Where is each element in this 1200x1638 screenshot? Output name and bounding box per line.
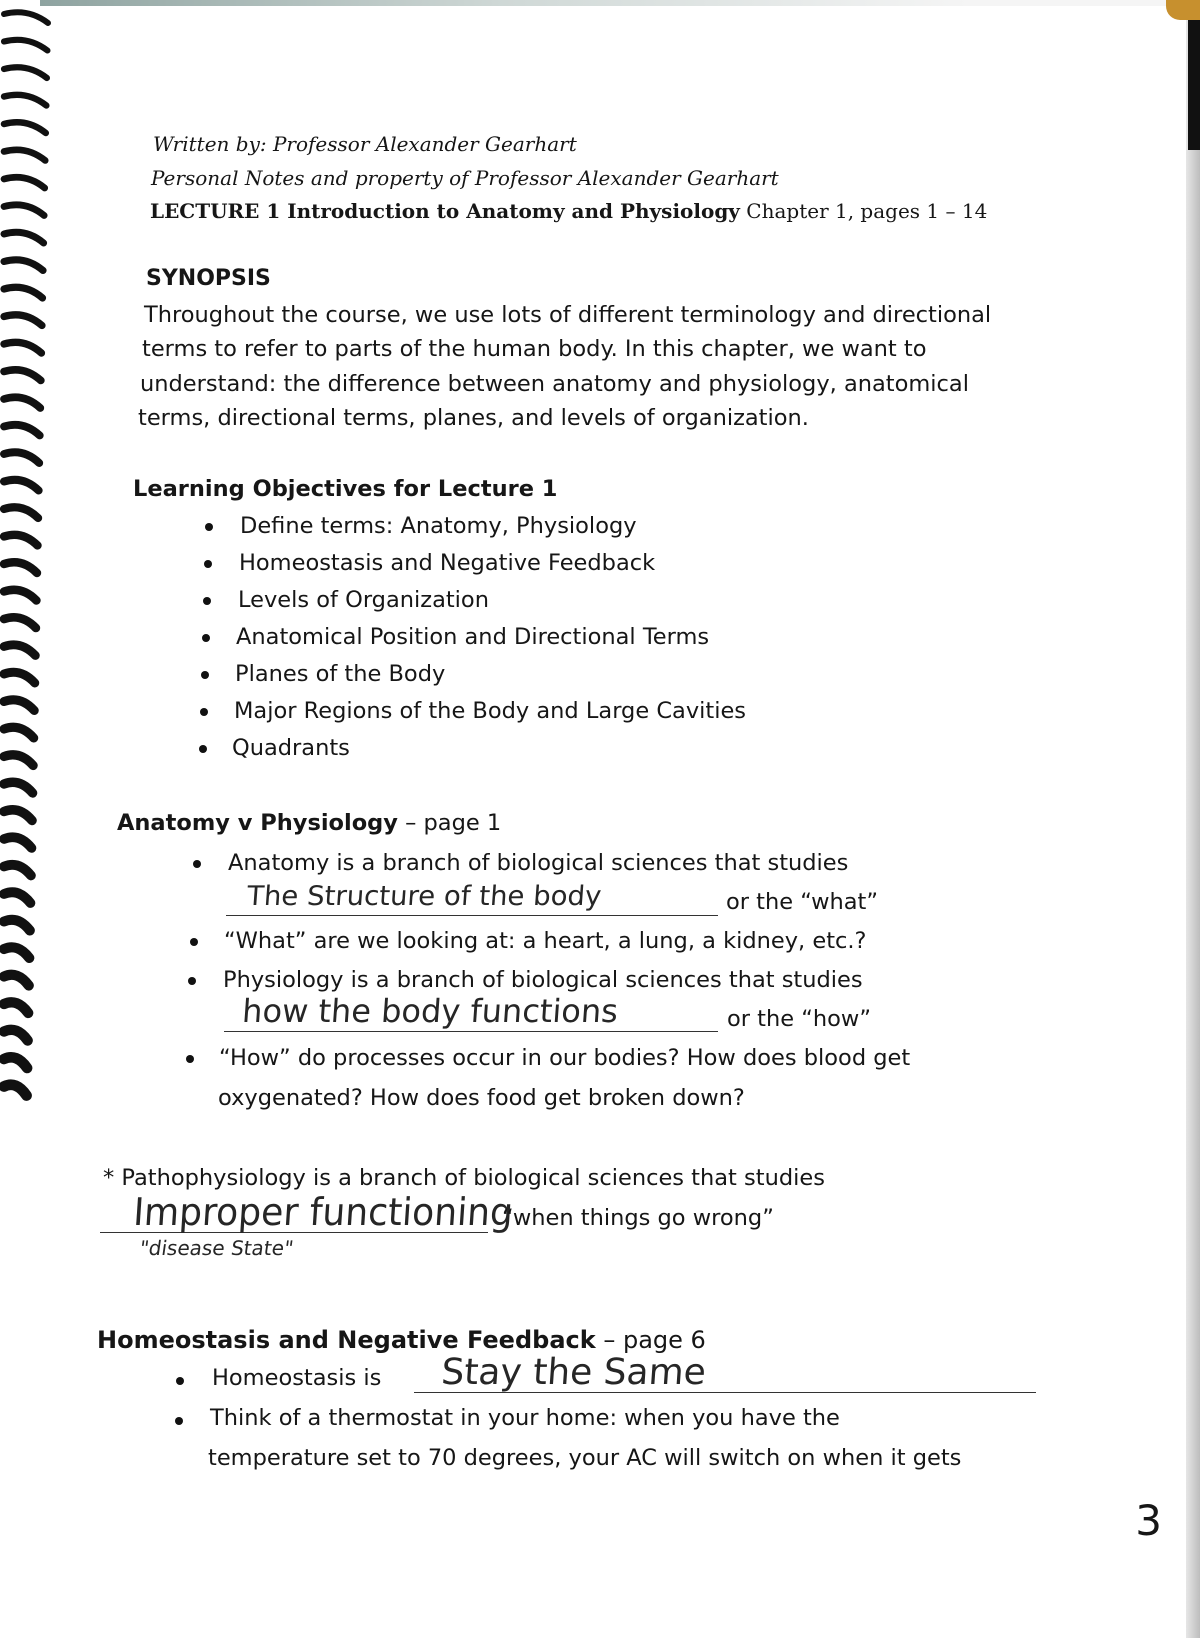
spiral-coil xyxy=(4,260,43,271)
objective-item: Levels of Organization xyxy=(238,587,489,613)
spiral-coil xyxy=(4,920,30,931)
objective-item: Quadrants xyxy=(232,735,350,761)
handwritten-answer: The Structure of the body xyxy=(246,881,603,912)
synopsis-line: terms to refer to parts of the human body. In this chapter, we want to xyxy=(142,336,927,362)
bullet xyxy=(201,671,209,679)
spiral-coil xyxy=(4,177,45,188)
anatomy-what-text: “What” are we looking at: a heart, a lung, a kidney, etc.? xyxy=(224,928,867,954)
spiral-binding xyxy=(0,0,60,1140)
objective-item: Homeostasis and Negative Feedback xyxy=(239,550,656,576)
author-line: Written by: Professor Alexander Gearhart xyxy=(153,132,577,156)
page-top-edge xyxy=(40,0,1200,6)
spiral-coil xyxy=(4,727,34,738)
anatomy-suffix: or the “what” xyxy=(726,889,879,915)
spiral-coil xyxy=(4,425,40,436)
spiral-coil xyxy=(4,535,38,546)
physiology-suffix: or the “how” xyxy=(727,1006,871,1032)
spiral-coil xyxy=(4,865,31,876)
spiral-coil xyxy=(4,12,48,23)
spiral-coil xyxy=(4,672,35,683)
synopsis-line: understand: the difference between anatomy and physiology, anatomical xyxy=(140,371,969,397)
homeostasis-heading-bold: Homeostasis and Negative Feedback xyxy=(97,1326,596,1354)
objective-item: Planes of the Body xyxy=(235,661,446,687)
bullet xyxy=(188,977,196,985)
answer-line xyxy=(224,1031,718,1032)
objective-item: Define terms: Anatomy, Physiology xyxy=(240,513,637,539)
notes-line: Personal Notes and property of Professor Alexander Gearhart xyxy=(151,166,779,190)
anatomy-heading-bold: Anatomy v Physiology xyxy=(117,810,398,836)
spiral-coil xyxy=(4,205,44,216)
spiral-coil xyxy=(4,755,33,766)
bullet xyxy=(202,634,210,642)
bullet xyxy=(204,560,212,568)
homeostasis-heading-page: – page 6 xyxy=(595,1326,706,1354)
spiral-coil xyxy=(4,700,34,711)
spiral-coil xyxy=(4,1057,27,1068)
bullet xyxy=(199,745,207,753)
spiral-coil xyxy=(4,370,41,381)
spiral-coil xyxy=(4,892,30,903)
synopsis-line: terms, directional terms, planes, and levels of organization. xyxy=(138,405,809,431)
spiral-coil xyxy=(4,232,44,243)
bullet xyxy=(205,523,213,531)
handwritten-answer: Improper functioning xyxy=(132,1190,515,1234)
thermostat-text: Think of a thermostat in your home: when you have the xyxy=(210,1405,840,1431)
handwritten-note: "disease State" xyxy=(138,1236,296,1260)
spiral-coil xyxy=(4,1030,28,1041)
bullet xyxy=(190,938,198,946)
homeostasis-heading xyxy=(97,1326,706,1354)
page-number: 3 xyxy=(1135,1496,1162,1545)
spiral-coil xyxy=(4,315,42,326)
binder-corner xyxy=(1166,0,1200,20)
thermostat-text: temperature set to 70 degrees, your AC will switch on when it gets xyxy=(208,1445,962,1471)
bullet xyxy=(193,860,201,868)
spiral-coil xyxy=(4,645,35,656)
spiral-coil xyxy=(4,397,40,408)
spiral-coil xyxy=(4,590,36,601)
bullet xyxy=(176,1377,184,1385)
spiral-coil xyxy=(4,95,46,106)
physiology-definition: Physiology is a branch of biological sciences that studies xyxy=(223,967,863,993)
physiology-how-text: oxygenated? How does food get broken down? xyxy=(218,1085,745,1111)
spiral-coil xyxy=(4,782,33,793)
pathophysiology-suffix: “when things go wrong” xyxy=(502,1205,774,1231)
objective-item: Major Regions of the Body and Large Cavities xyxy=(234,698,747,724)
binder-edge xyxy=(1188,0,1200,150)
lecture-title xyxy=(150,199,987,223)
spiral-coil xyxy=(4,150,45,161)
lecture-title-bold: LECTURE 1 Introduction to Anatomy and Physiology xyxy=(150,199,740,223)
anatomy-heading-page: – page 1 xyxy=(397,810,502,836)
answer-line xyxy=(226,915,718,916)
spiral-coil xyxy=(4,122,46,133)
handwritten-answer: Stay the Same xyxy=(440,1352,708,1393)
spiral-coil xyxy=(4,507,38,518)
anatomy-heading xyxy=(117,810,501,836)
spiral-coil xyxy=(4,975,29,986)
spiral-coil xyxy=(4,810,32,821)
bullet xyxy=(175,1417,183,1425)
objective-item: Anatomical Position and Directional Terms xyxy=(236,624,710,650)
spiral-coil xyxy=(4,452,39,463)
synopsis-line: Throughout the course, we use lots of different terminology and directional xyxy=(144,302,992,328)
spiral-coil xyxy=(4,1085,27,1096)
objectives-heading: Learning Objectives for Lecture 1 xyxy=(133,476,558,502)
spiral-coil xyxy=(4,342,41,353)
spiral-coil xyxy=(4,287,43,298)
handwritten-answer: how the body functions xyxy=(241,992,620,1030)
spiral-coil xyxy=(4,947,29,958)
lecture-pages: Chapter 1, pages 1 – 14 xyxy=(746,199,988,223)
spiral-coil xyxy=(4,67,47,78)
spiral-coil xyxy=(4,480,39,491)
homeostasis-definition: Homeostasis is xyxy=(212,1365,382,1391)
bullet xyxy=(203,597,211,605)
bullet xyxy=(186,1055,194,1063)
physiology-how-text: “How” do processes occur in our bodies? How does blood get xyxy=(219,1045,911,1071)
spiral-coil xyxy=(4,617,36,628)
pathophysiology-definition: * Pathophysiology is a branch of biological sciences that studies xyxy=(103,1165,825,1191)
anatomy-definition: Anatomy is a branch of biological sciences that studies xyxy=(228,850,849,876)
synopsis-heading: SYNOPSIS xyxy=(146,266,271,291)
spiral-coil xyxy=(4,562,37,573)
page-right-edge xyxy=(1186,0,1200,1638)
bullet xyxy=(200,708,208,716)
spiral-coil xyxy=(4,40,47,51)
spiral-coil xyxy=(4,837,32,848)
spiral-coil xyxy=(4,1002,28,1013)
